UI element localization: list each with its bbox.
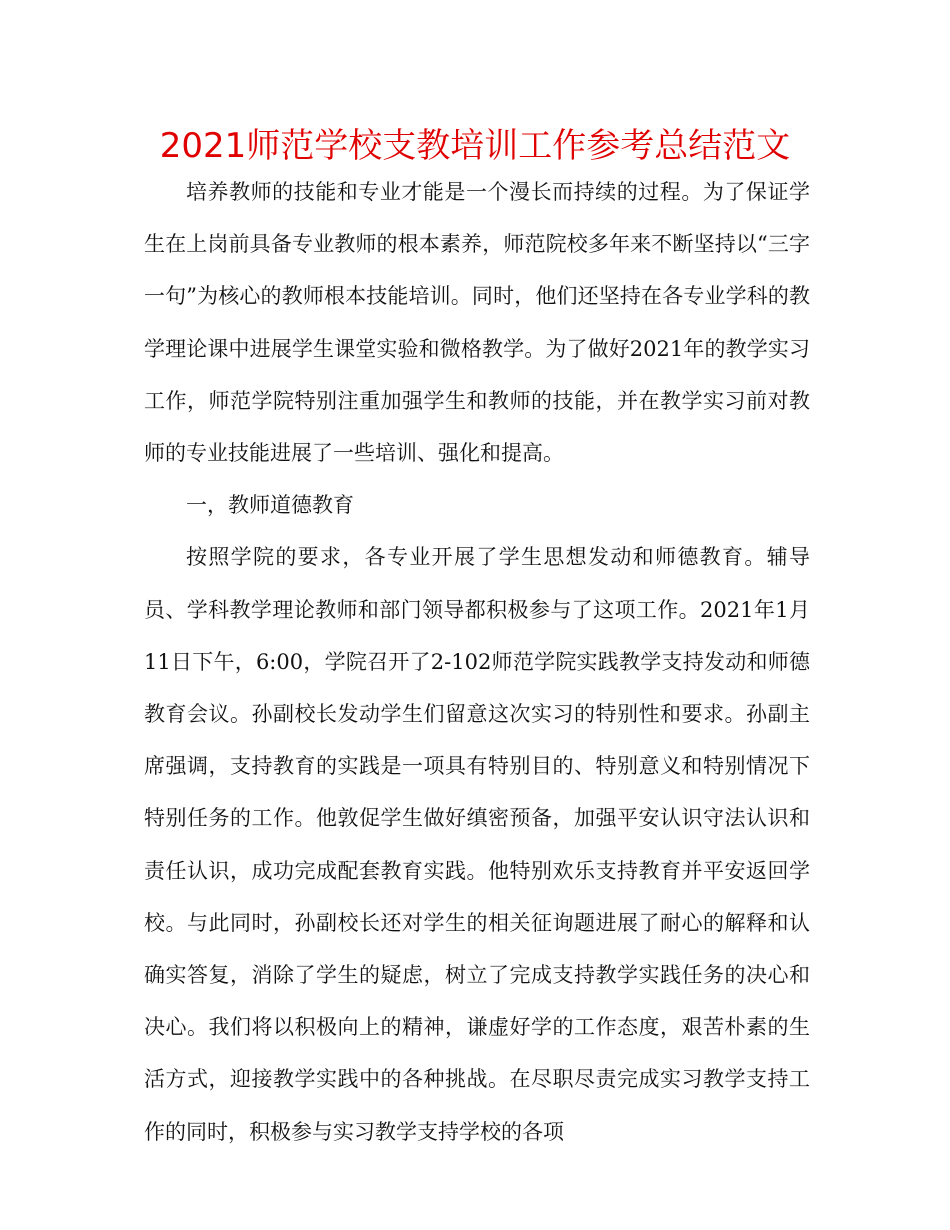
- paragraph-ethics-education: 按照学院的要求，各专业开展了学生思想发动和师德教育。辅导员、学科教学理论教师和部门领导都积极参与了这项工作。2021年1月11日下午，6:00，学院召开了2-102师范学院实践教学支持发动和师德教育会议。孙副校长发动学生们留意这次实习的特别性和要求。孙副主席强调，支持教育的实践是一项具有特别目的、特别意义和特别情况下特别任务的工作。他敦促学生做好缜密预备，加强平安认识守法认识和责任认识，成功完成配套教育实践。他特别欢乐支持教育并平安返回学校。与此同时，孙副校长还对学生的相关征询题进展了耐心的解释和认确实答复，消除了学生的疑虑，树立了完成支持教学实践任务的决心和决心。我们将以积极向上的精神，谦虚好学的工作态度，艰苦朴素的生活方式，迎接教学实践中的各种挑战。在尽职尽责完成实习教学支持工作的同时，积极参与实习教学支持学校的各项: [144, 545, 810, 1144]
- document-body: [144, 166, 810, 1158]
- section-heading-teacher-ethics: 一，教师道德教育: [186, 493, 354, 518]
- paragraph-intro: 培养教师的技能和专业才能是一个漫长而持续的过程。为了保证学生在上岗前具备专业教师的根本素养，师范院校多年来不断坚持以“三字一句”为核心的教师根本技能培训。同时，他们还坚持在各专业学科的教学理论课中进展学生课堂实验和微格教学。为了做好2021年的教学实习工作，师范学院特别注重加强学生和教师的技能，并在教学实习前对教师的专业技能进展了一些培训、强化和提高。: [144, 180, 810, 466]
- document-title: 2021师范学校支教培训工作参考总结范文: [159, 126, 791, 166]
